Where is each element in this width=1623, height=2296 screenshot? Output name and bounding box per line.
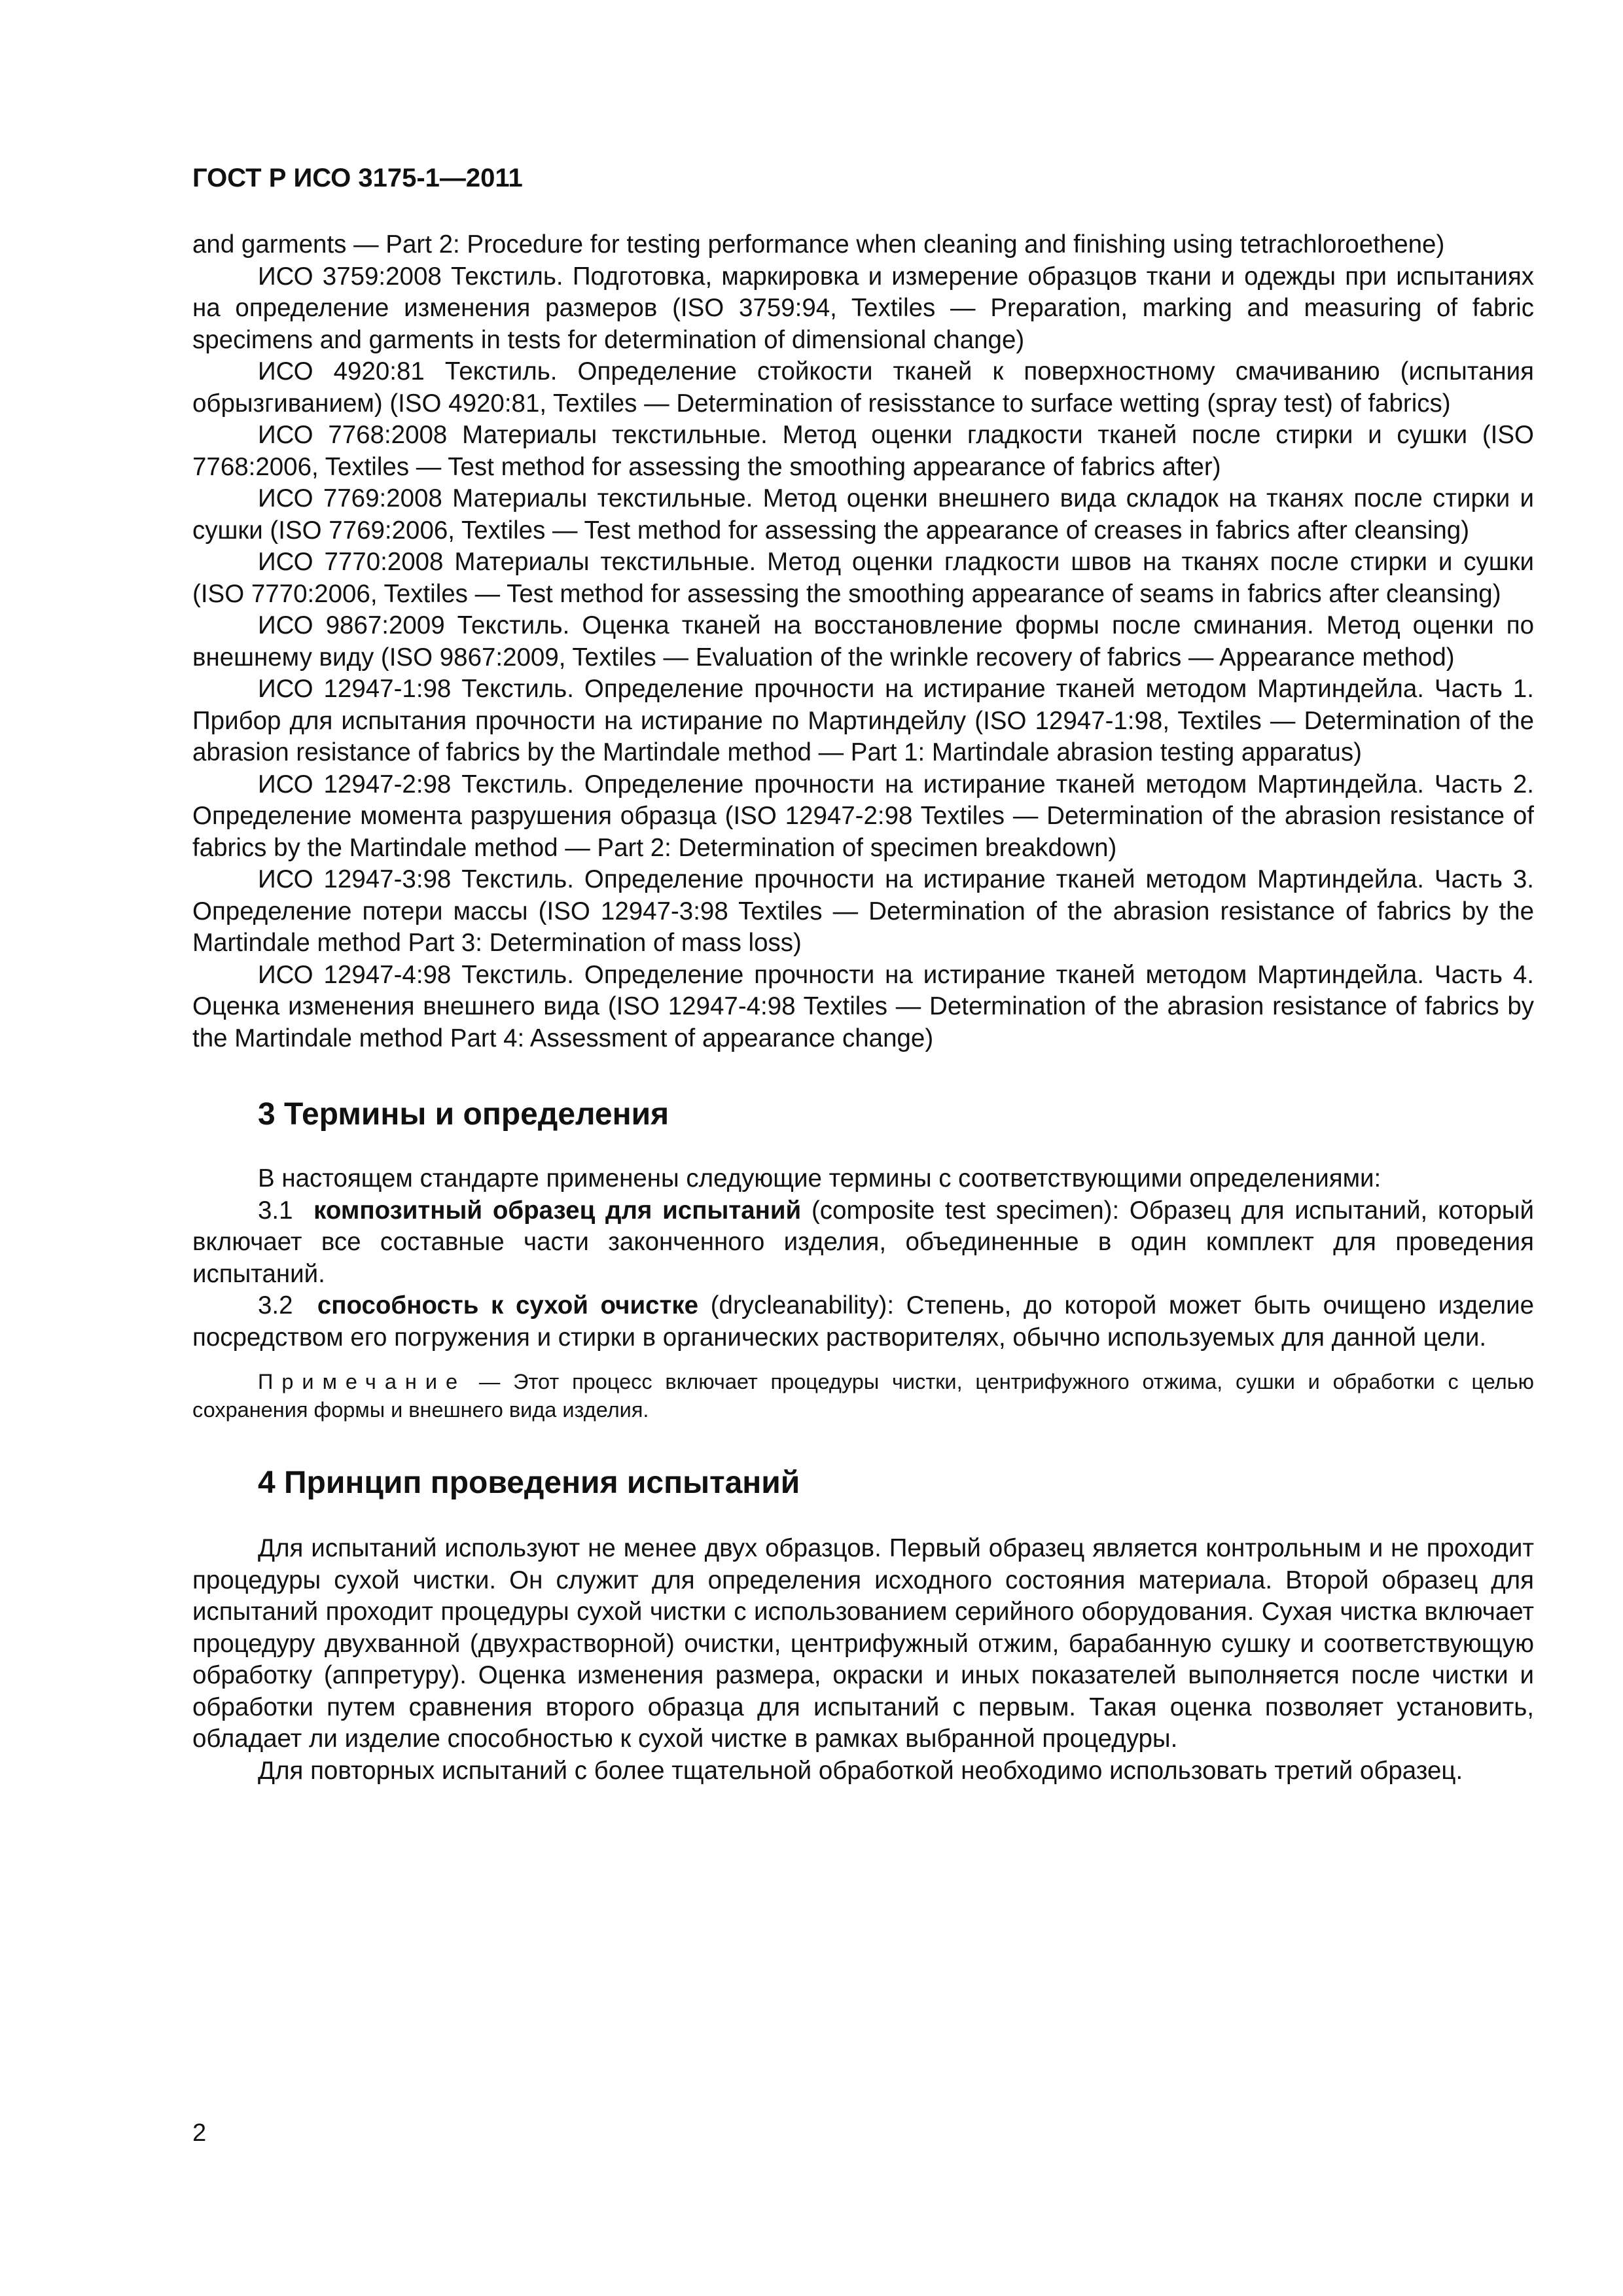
section-3-heading: 3 Термины и определения: [258, 1097, 669, 1132]
ref-iso-7768: ИСО 7768:2008 Материалы текстильные. Метод оценки гладкости тканей после стирки и сушки (ISO 7768:2006, Textiles — Test method for assessing the smoothing appearance of fabrics after): [192, 421, 1534, 481]
section-4-paragraph-1: Для испытаний используют не менее двух образцов. Первый образец является контрольным и не проходит процедуры сухой чистки. Он служит для определения исходного состояния материала. Второй образец для испытаний проходит процедуры сухой чистки с использованием серийного оборудования. Сухая чистка включает процедуру двухванной (двухрастворной) очистки, центрифужный отжим, барабанную сушку и соответствующую обработку (аппретуру). Оценка изменения размера, окраски и иных показателей выполняется после чистки и обработки путем сравнения второго образца для испытаний с первым. Такая оценка позволяет установить, обладает ли изделие способностью к сухой чистке в рамках выбранной процедуры.: [192, 1534, 1534, 1753]
ref-iso-12947-2: ИСО 12947-2:98 Текстиль. Определение прочности на истирание тканей методом Мартиндейла. Часть 2. Определение момента разрушения образца (ISO 12947-2:98 Textiles — Determination of the abrasion resistance of fabrics by the Martindale method — Part 2: Determination of specimen breakdown): [192, 770, 1534, 862]
term-3-2: [192, 1290, 1534, 1354]
section-4-paragraph-2: Для повторных испытаний с более тщательной обработкой необходимо использовать третий образец.: [258, 1756, 1463, 1785]
ref-iso-9867: ИСО 9867:2009 Текстиль. Оценка тканей на восстановление формы после сминания. Метод оценки по внешнему виду (ISO 9867:2009, Textiles — Evaluation of the wrinkle recovery of fabrics — Appearance method): [192, 611, 1534, 672]
section-4-heading: 4 Принцип проведения испытаний: [258, 1465, 800, 1500]
term-3-2-number: 3.2: [258, 1291, 293, 1319]
ref-iso-3759: ИСО 3759:2008 Текстиль. Подготовка, маркировка и измерение образцов ткани и одежды при испытаниях на определение изменения размеров (ISO 3759:94, Textiles — Preparation, marking and measuring of fabric specimens and garments in tests for determination of dimensional change): [192, 262, 1534, 354]
ref-iso-12947-4: ИСО 12947-4:98 Текстиль. Определение прочности на истирание тканей методом Мартиндейла. Часть 4. Оценка изменения внешнего вида (ISO 12947-4:98 Textiles — Determination of the abrasion resistance of fabrics by the Martindale method Part 4: Assessment of appearance change): [192, 960, 1534, 1052]
ref-continuation: and garments — Part 2: Procedure for testing performance when cleaning and finishing using tetrachloroethene): [192, 230, 1445, 259]
term-3-1-name: композитный образец для испытаний: [313, 1196, 802, 1225]
term-3-1-number: 3.1: [258, 1196, 293, 1225]
term-3-2-definition: (drycleanability): Степень, до которой может быть очищено изделие посредством его погружения и стирки в органических растворителях, обычно используемых для данной цели.: [192, 1291, 1534, 1352]
ref-iso-7769: ИСО 7769:2008 Материалы текстильные. Метод оценки внешнего вида складок на тканях после стирки и сушки (ISO 7769:2006, Textiles — Test method for assessing the appearance of creases in fabrics after cleansing): [192, 484, 1534, 545]
ref-iso-12947-3: ИСО 12947-3:98 Текстиль. Определение прочности на истирание тканей методом Мартиндейла. Часть 3. Определение потери массы (ISO 12947-3:98 Textiles — Determination of the abrasion resistance of fabrics by the Martindale method Part 3: Determination of mass loss): [192, 865, 1534, 957]
ref-iso-4920: ИСО 4920:81 Текстиль. Определение стойкости тканей к поверхностному смачиванию (испытания обрызгиванием) (ISO 4920:81, Textiles — Determination of resisstance to surface wetting (spray test) of fabrics): [192, 357, 1534, 418]
term-3-1-definition: (composite test specimen): Образец для испытаний, который включает все составные части законченного изделия, объединенные в один комплект для проведения испытаний.: [192, 1196, 1534, 1288]
page-number: 2: [192, 2119, 207, 2147]
term-3-1: [192, 1195, 1534, 1291]
document-header: ГОСТ Р ИСО 3175-1—2011: [192, 164, 523, 192]
note-label: Примечание: [258, 1370, 467, 1393]
note-text: — Этот процесс включает процедуры чистки, центрифужного отжима, сушки и обработки с целью сохранения формы и внешнего вида изделия.: [192, 1370, 1534, 1422]
note: [192, 1368, 1534, 1424]
ref-iso-7770: ИСО 7770:2008 Материалы текстильные. Метод оценки гладкости швов на тканях после стирки и сушки (ISO 7770:2006, Textiles — Test method for assessing the smoothing appearance of seams in fabrics after cleansing): [192, 548, 1534, 608]
page-content: [192, 229, 1534, 1787]
ref-iso-12947-1: ИСО 12947-1:98 Текстиль. Определение прочности на истирание тканей методом Мартиндейла. Часть 1. Прибор для испытания прочности на истирание по Мартиндейлу (ISO 12947-1:98, Textiles — Determination of the abrasion resistance of fabrics by the Martindale method — Part 1: Martindale abrasion testing apparatus): [192, 675, 1534, 766]
term-3-2-name: способность к сухой очистке: [317, 1291, 699, 1319]
section-3-intro: В настоящем стандарте применены следующие термины с соответствующими определениями:: [258, 1164, 1382, 1193]
